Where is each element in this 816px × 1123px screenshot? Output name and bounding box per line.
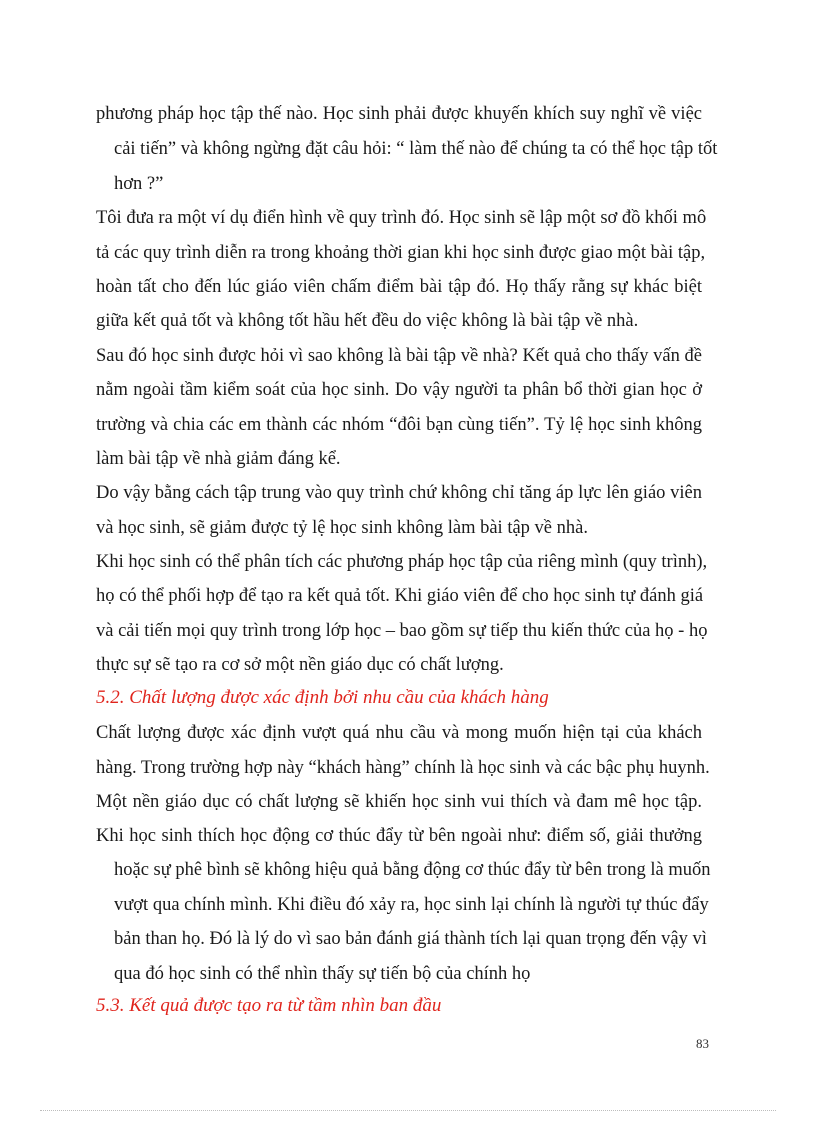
text-line: làm bài tập về nhà giảm đáng kể. bbox=[96, 449, 341, 469]
footer-divider bbox=[40, 1110, 776, 1111]
section-heading: 5.2. Chất lượng được xác định bởi nhu cầu của khách hàng bbox=[96, 687, 549, 708]
text-line: phương pháp học tập thế nào. Học sinh phải được khuyến khích suy nghĩ về việc bbox=[96, 104, 702, 124]
text-line: hoàn tất cho đến lúc giáo viên chấm điểm bài tập đó. Họ thấy rằng sự khác biệt bbox=[96, 277, 702, 297]
text-line: Do vậy bằng cách tập trung vào quy trình chứ không chỉ tăng áp lực lên giáo viên bbox=[96, 483, 702, 503]
text-line: hơn ?” bbox=[114, 174, 164, 194]
text-line: trường và chia các em thành các nhóm “đôi bạn cùng tiến”. Tỷ lệ học sinh không bbox=[96, 415, 702, 435]
text-line: vượt qua chính mình. Khi điều đó xảy ra, học sinh lại chính là người tự thúc đẩy bbox=[114, 895, 709, 915]
text-line: hoặc sự phê bình sẽ không hiệu quả bằng động cơ thúc đẩy từ bên trong là muốn bbox=[114, 860, 711, 880]
section-heading: 5.3. Kết quả được tạo ra từ tầm nhìn ban đầu bbox=[96, 995, 442, 1016]
text-line: Một nền giáo dục có chất lượng sẽ khiến học sinh vui thích và đam mê học tập. bbox=[96, 792, 702, 812]
text-line: tả các quy trình diễn ra trong khoảng thời gian khi học sinh được giao một bài tập, bbox=[96, 243, 706, 263]
text-line: Khi học sinh thích học động cơ thúc đẩy từ bên ngoài như: điểm số, giải thưởng bbox=[96, 826, 702, 846]
text-line: Chất lượng được xác định vượt quá nhu cầu và mong muốn hiện tại của khách bbox=[96, 723, 702, 743]
text-line: và học sinh, sẽ giảm được tỷ lệ học sinh không làm bài tập về nhà. bbox=[96, 518, 588, 538]
text-line: cải tiến” và không ngừng đặt câu hỏi: “ làm thế nào để chúng ta có thể học tập tốt bbox=[114, 139, 718, 159]
text-line: Khi học sinh có thể phân tích các phương pháp học tập của riêng mình (quy trình), bbox=[96, 552, 708, 572]
page-number: 83 bbox=[696, 1036, 709, 1051]
text-line: và cải tiến mọi quy trình trong lớp học – bao gồm sự tiếp thu kiến thức của họ - họ bbox=[96, 621, 708, 641]
text-line: nằm ngoài tầm kiểm soát của học sinh. Do vậy người ta phân bổ thời gian học ở bbox=[96, 380, 702, 400]
text-line: họ có thể phối hợp để tạo ra kết quả tốt. Khi giáo viên để cho học sinh tự đánh giá bbox=[96, 586, 704, 606]
text-line: Tôi đưa ra một ví dụ điển hình về quy trình đó. Học sinh sẽ lập một sơ đồ khối mô bbox=[96, 208, 707, 228]
text-line: giữa kết quả tốt và không tốt hầu hết đều do việc không là bài tập về nhà. bbox=[96, 311, 639, 331]
text-line: thực sự sẽ tạo ra cơ sở một nền giáo dục có chất lượng. bbox=[96, 655, 504, 675]
text-line: Sau đó học sinh được hỏi vì sao không là bài tập về nhà? Kết quả cho thấy vấn đề bbox=[96, 346, 702, 366]
text-line: hàng. Trong trường hợp này “khách hàng” chính là học sinh và các bậc phụ huynh. bbox=[96, 758, 710, 778]
text-line: bản than họ. Đó là lý do vì sao bản đánh giá thành tích lại quan trọng đến vậy vì bbox=[114, 929, 707, 949]
text-line: qua đó học sinh có thể nhìn thấy sự tiến bộ của chính họ bbox=[114, 964, 531, 984]
